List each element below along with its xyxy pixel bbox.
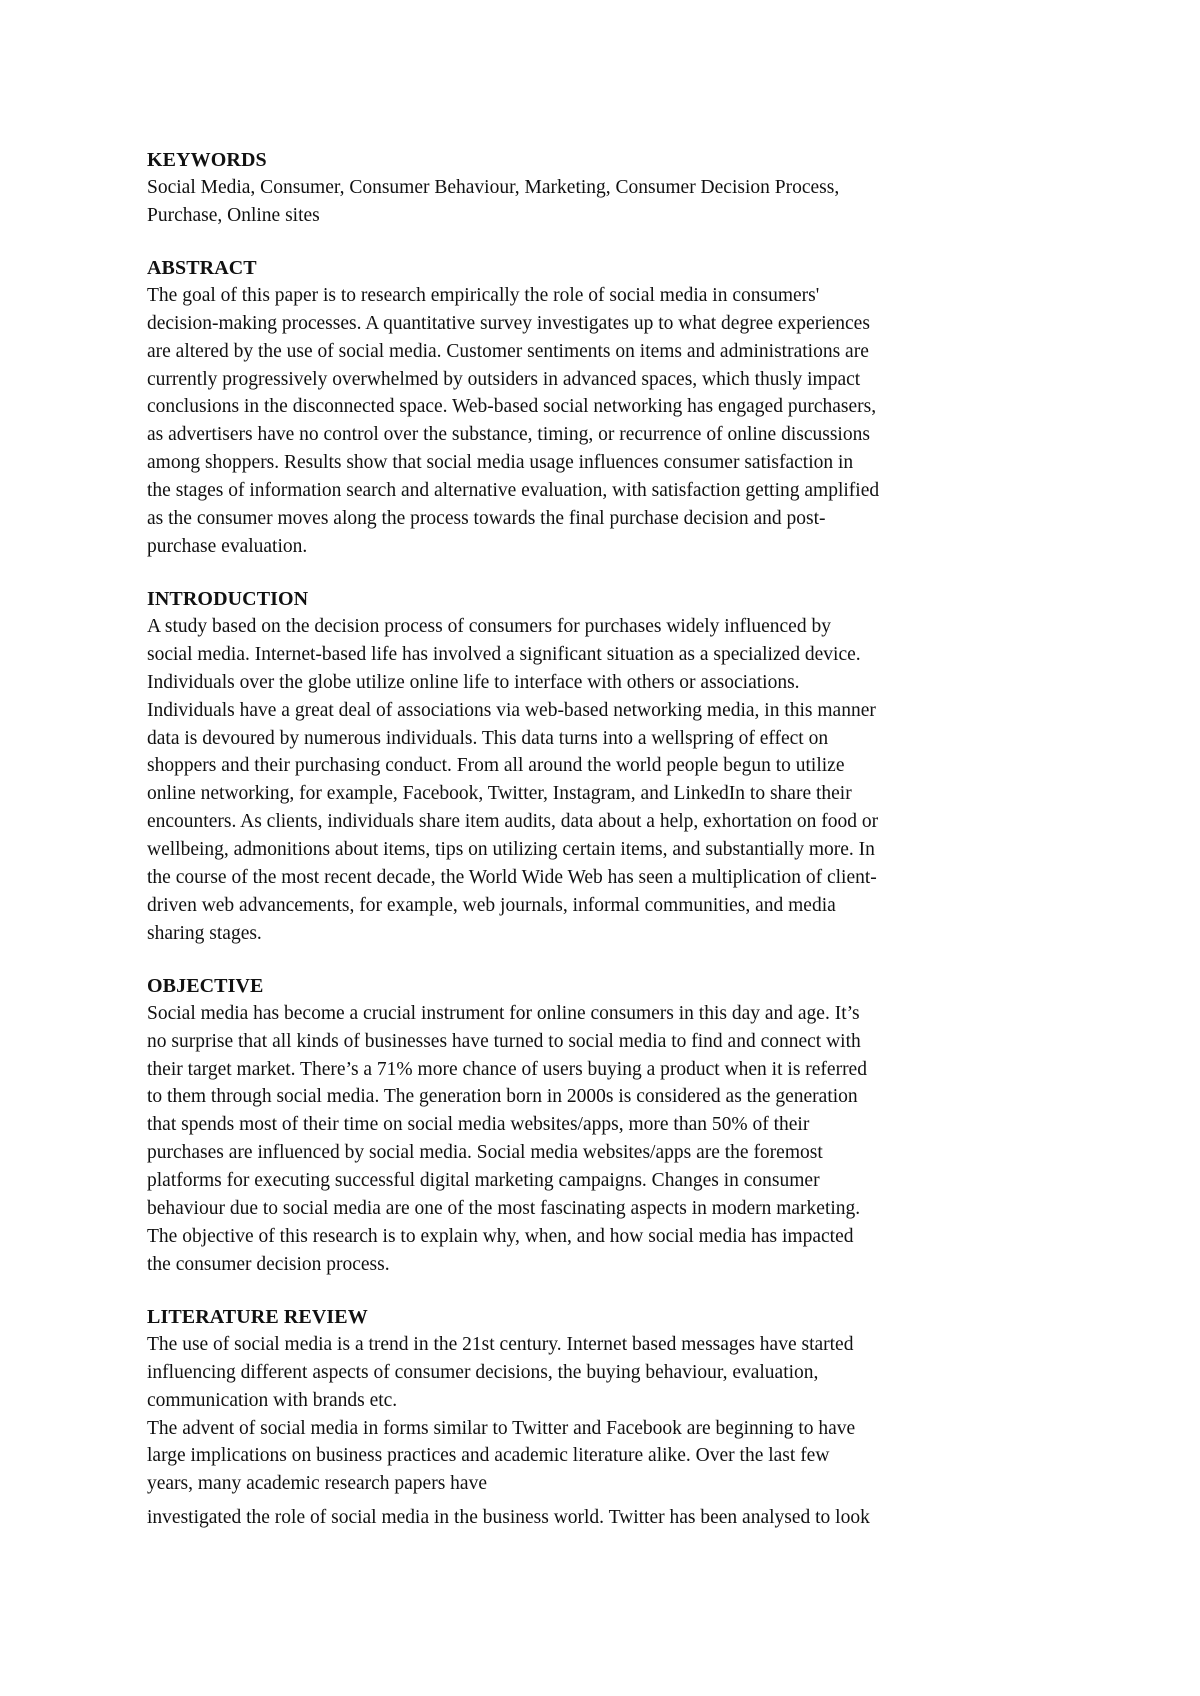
introduction-line: Individuals have a great deal of associations via web-based networking media, in this manner	[147, 699, 876, 721]
abstract-line: among shoppers. Results show that social media usage influences consumer satisfaction in	[147, 452, 854, 474]
literature-review-section	[147, 1303, 1087, 1532]
literature-review-line: investigated the role of social media in the business world. Twitter has been analysed to look	[147, 1507, 870, 1529]
abstract-line: conclusions in the disconnected space. Web-based social networking has engaged purchasers,	[147, 396, 877, 418]
objective-line: behaviour due to social media are one of the most fascinating aspects in modern marketing.	[147, 1198, 861, 1220]
abstract-line: the stages of information search and alternative evaluation, with satisfaction getting amplified	[147, 480, 880, 502]
objective-section	[147, 972, 1087, 1279]
objective-line: platforms for executing successful digital marketing campaigns. Changes in consumer	[147, 1170, 820, 1192]
objective-line: no surprise that all kinds of businesses have turned to social media to find and connect with	[147, 1030, 861, 1052]
objective-line: their target market. There’s a 71% more chance of users buying a product when it is referred	[147, 1058, 867, 1080]
literature-review-line: years, many academic research papers have	[147, 1473, 487, 1495]
abstract-line: currently progressively overwhelmed by outsiders in advanced spaces, which thusly impact	[147, 368, 861, 390]
introduction-line: Individuals over the globe utilize online life to interface with others or associations.	[147, 671, 800, 693]
literature-review-line: communication with brands etc.	[147, 1389, 398, 1411]
literature-review-line: The advent of social media in forms similar to Twitter and Facebook are beginning to have	[147, 1417, 856, 1439]
introduction-line: data is devoured by numerous individuals. This data turns into a wellspring of effect on	[147, 727, 829, 749]
objective-line: purchases are influenced by social media. Social media websites/apps are the foremost	[147, 1142, 823, 1164]
abstract-section	[147, 254, 1087, 561]
introduction-line: the course of the most recent decade, the World Wide Web has seen a multiplication of client-	[147, 867, 877, 889]
objective-line: to them through social media. The generation born in 2000s is considered as the generation	[147, 1086, 858, 1108]
abstract-line: purchase evaluation.	[147, 535, 308, 557]
introduction-line: shoppers and their purchasing conduct. From all around the world people begun to utilize	[147, 755, 845, 777]
introduction-line: encounters. As clients, individuals share item audits, data about a help, exhortation on food or	[147, 811, 879, 833]
objective-heading: OBJECTIVE	[147, 974, 264, 997]
abstract-line: decision-making processes. A quantitative survey investigates up to what degree experiences	[147, 312, 870, 334]
keywords-line: Purchase, Online sites	[147, 204, 320, 226]
literature-review-line: influencing different aspects of consumer decisions, the buying behaviour, evaluation,	[147, 1361, 819, 1383]
literature-review-line: The use of social media is a trend in the 21st century. Internet based messages have started	[147, 1333, 854, 1355]
abstract-line: as the consumer moves along the process towards the final purchase decision and post-	[147, 508, 826, 530]
introduction-line: sharing stages.	[147, 922, 262, 944]
introduction-section	[147, 585, 1087, 948]
introduction-line: A study based on the decision process of consumers for purchases widely influenced by	[147, 615, 831, 637]
keywords-heading: KEYWORDS	[147, 149, 267, 171]
objective-line: the consumer decision process.	[147, 1253, 390, 1275]
introduction-heading: INTRODUCTION	[147, 587, 309, 610]
abstract-line: as advertisers have no control over the substance, timing, or recurrence of online discussions	[147, 424, 870, 446]
literature-review-line: large implications on business practices and academic literature alike. Over the last few	[147, 1445, 830, 1467]
literature-review-heading: LITERATURE REVIEW	[147, 1305, 368, 1328]
introduction-line: online networking, for example, Facebook, Twitter, Instagram, and LinkedIn to share their	[147, 783, 852, 805]
keywords-line: Social Media, Consumer, Consumer Behaviour, Marketing, Consumer Decision Process,	[147, 177, 840, 198]
abstract-line: The goal of this paper is to research empirically the role of social media in consumers'	[147, 284, 820, 306]
introduction-line: driven web advancements, for example, web journals, informal communities, and media	[147, 894, 836, 916]
objective-line: The objective of this research is to explain why, when, and how social media has impacted	[147, 1226, 854, 1247]
objective-line: that spends most of their time on social media websites/apps, more than 50% of their	[147, 1114, 810, 1136]
document-page	[147, 146, 1087, 1556]
introduction-line: wellbeing, admonitions about items, tips on utilizing certain items, and substantially more. In	[147, 839, 875, 861]
keywords-section	[147, 146, 1087, 230]
objective-line: Social media has become a crucial instrument for online consumers in this day and age. It’s	[147, 1002, 860, 1024]
abstract-line: are altered by the use of social media. Customer sentiments on items and administrations are	[147, 340, 869, 362]
introduction-line: social media. Internet-based life has involved a significant situation as a specialized device.	[147, 643, 861, 665]
abstract-heading: ABSTRACT	[147, 256, 257, 279]
